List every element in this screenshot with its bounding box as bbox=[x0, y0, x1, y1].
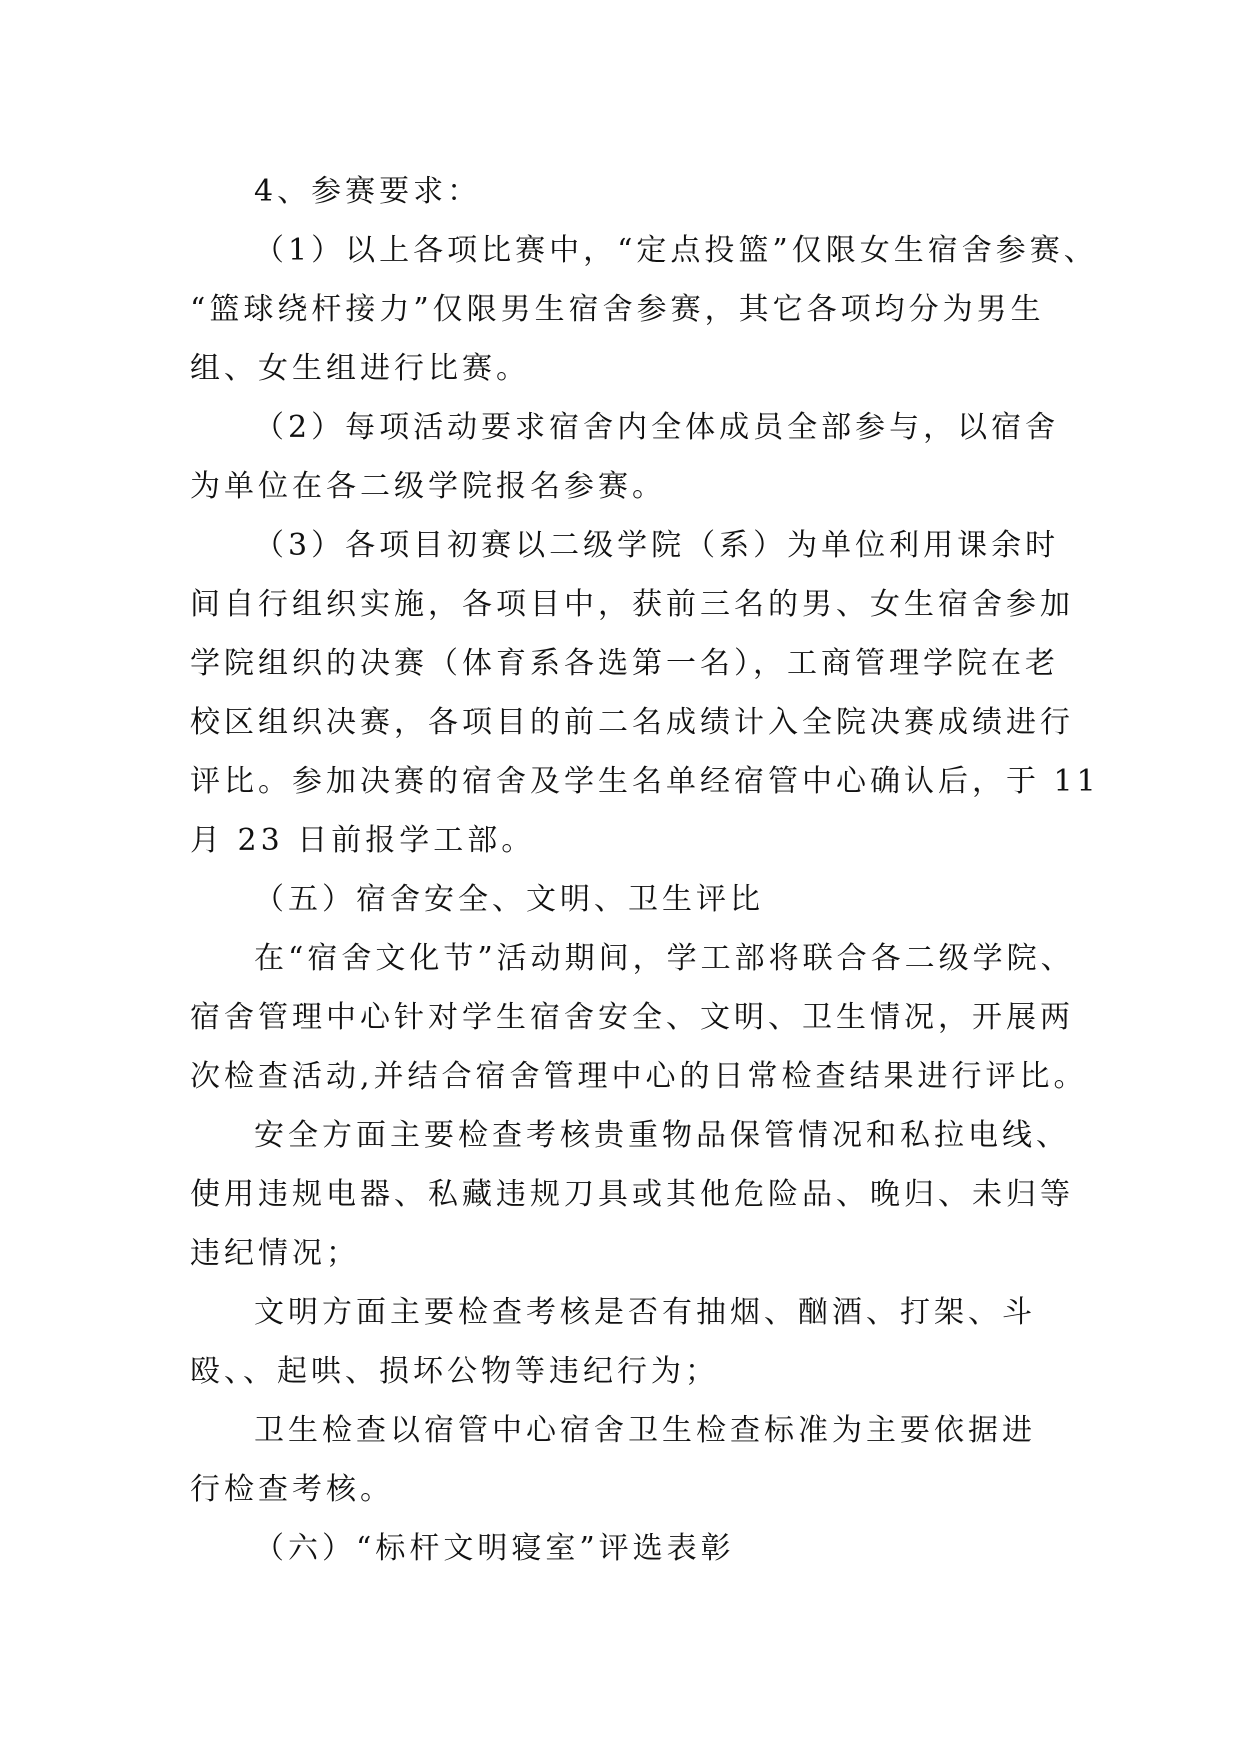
section-heading-six: （六）“标杆文明寝室”评选表彰 bbox=[254, 1531, 735, 1566]
paragraph-line: 违纪情况； bbox=[190, 1236, 360, 1271]
paragraph-line: 卫生检查以宿管中心宿舍卫生检查标准为主要依据进 bbox=[254, 1413, 1036, 1448]
paragraph-line: 次检查活动,并结合宿舍管理中心的日常检查结果进行评比。 bbox=[190, 1059, 1088, 1094]
paragraph-line: 行检查考核。 bbox=[190, 1472, 394, 1507]
paragraph-line: （2）每项活动要求宿舍内全体成员全部参与，以宿舍 bbox=[254, 410, 1060, 445]
paragraph-line: 在“宿舍文化节”活动期间，学工部将联合各二级学院、 bbox=[254, 941, 1075, 976]
paragraph-line: （1）以上各项比赛中，“定点投篮”仅限女生宿舍参赛、 bbox=[254, 233, 1098, 268]
paragraph-line: “篮球绕杆接力”仅限男生宿舍参赛，其它各项均分为男生 bbox=[190, 292, 1045, 327]
section-heading-requirements: 4、参赛要求： bbox=[254, 174, 482, 209]
paragraph-line: 月 23 日前报学工部。 bbox=[190, 823, 536, 858]
paragraph-line: 评比。参加决赛的宿舍及学生名单经宿管中心确认后，于 11 bbox=[190, 764, 1100, 799]
paragraph-line: 学院组织的决赛（体育系各选第一名），工商管理学院在老 bbox=[190, 646, 1059, 681]
paragraph-line: 为单位在各二级学院报名参赛。 bbox=[190, 469, 666, 504]
section-heading-five: （五）宿舍安全、文明、卫生评比 bbox=[254, 882, 764, 917]
document-body bbox=[190, 162, 1100, 1578]
paragraph-line: 文明方面主要检查考核是否有抽烟、酗酒、打架、斗 bbox=[254, 1295, 1036, 1330]
paragraph-line: 组、女生组进行比赛。 bbox=[190, 351, 530, 386]
paragraph-line: 殴、、起哄、损坏公物等违纪行为； bbox=[190, 1354, 719, 1389]
paragraph-line: 安全方面主要检查考核贵重物品保管情况和私拉电线、 bbox=[254, 1118, 1070, 1153]
paragraph-line: 间自行组织实施，各项目中，获前三名的男、女生宿舍参加 bbox=[190, 587, 1074, 622]
paragraph-line: 宿舍管理中心针对学生宿舍安全、文明、卫生情况，开展两 bbox=[190, 1000, 1074, 1035]
paragraph-line: 校区组织决赛，各项目的前二名成绩计入全院决赛成绩进行 bbox=[190, 705, 1074, 740]
paragraph-line: 使用违规电器、私藏违规刀具或其他危险品、晚归、未归等 bbox=[190, 1177, 1074, 1212]
paragraph-line: （3）各项目初赛以二级学院（系）为单位利用课余时 bbox=[254, 528, 1060, 563]
